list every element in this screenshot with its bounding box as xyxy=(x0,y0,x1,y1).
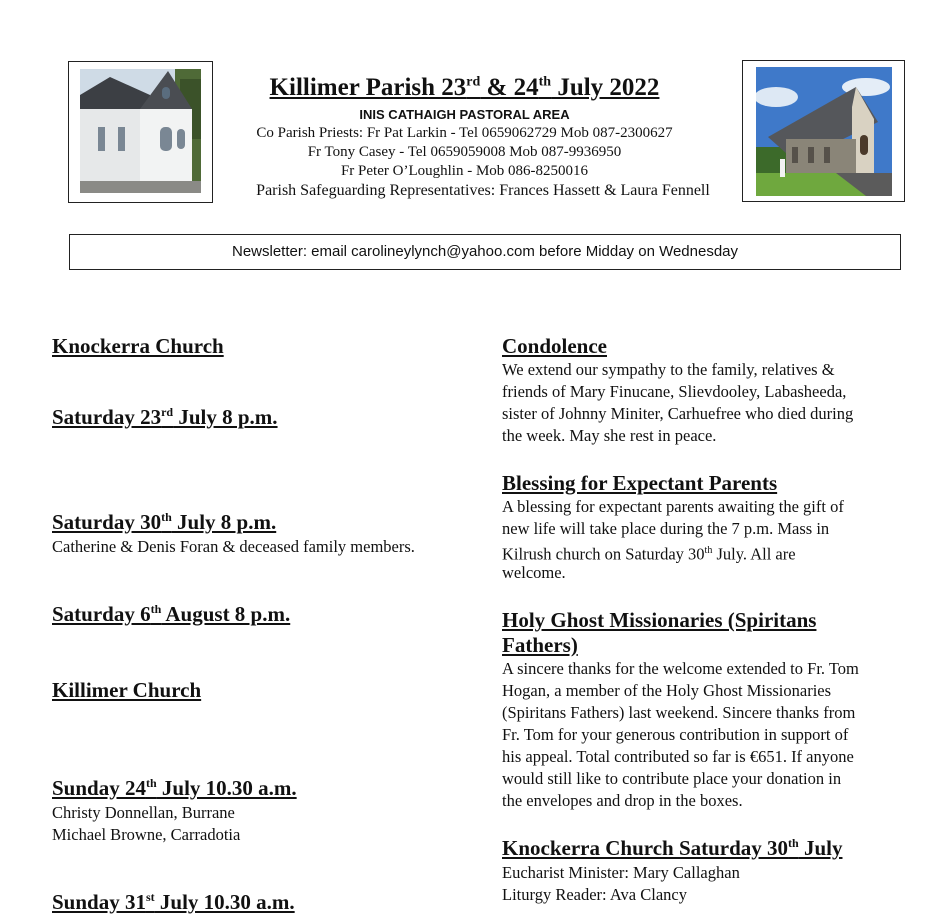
saturday-30-intentions: Catherine & Denis Foran & deceased family members. xyxy=(52,537,415,556)
saturday-6-heading: Saturday 6th August 8 p.m. xyxy=(52,602,291,626)
eucharist-minister: Eucharist Minister: Mary Callaghan xyxy=(502,863,740,882)
sunday-31-heading: Sunday 31st July 10.30 a.m. xyxy=(52,890,295,914)
holy-ghost-heading-2: Fathers) xyxy=(502,633,578,657)
condolence-heading: Condolence xyxy=(502,334,607,358)
header-line-casey: Fr Tony Casey - Tel 0659059008 Mob 087-9936950 xyxy=(307,144,622,160)
condolence-line-4: the week. May she rest in peace. xyxy=(502,426,717,445)
condolence-line-3: sister of Johnny Miniter, Carhuefree who died during xyxy=(502,404,854,423)
pastoral-area: INIS CATHAIGH PASTORAL AREA xyxy=(359,107,570,122)
killimer-church-photo xyxy=(756,67,892,196)
left-photo-frame xyxy=(68,61,213,203)
blessing-heading: Blessing for Expectant Parents xyxy=(502,471,778,495)
sunday-24-intention-2: Michael Browne, Carradotia xyxy=(52,825,241,844)
right-photo-frame xyxy=(742,60,905,202)
holy-ghost-line-3: (Spiritans Fathers) last weekend. Sincere thanks from xyxy=(502,703,856,722)
holy-ghost-line-2: Hogan, a member of the Holy Ghost Missionaries xyxy=(502,681,832,700)
header-line-priests: Co Parish Priests: Fr Pat Larkin - Tel 0659062729 Mob 087-2300627 xyxy=(256,125,673,141)
page-title: Killimer Parish 23rd & 24th July 2022 xyxy=(269,74,660,101)
killimer-church-heading: Killimer Church xyxy=(52,678,202,702)
newsletter-box: Newsletter: email carolineylynch@yahoo.com before Midday on Wednesday xyxy=(69,234,901,270)
sunday-24-intention-1: Christy Donnellan, Burrane xyxy=(52,803,235,822)
sunday-24-heading: Sunday 24th July 10.30 a.m. xyxy=(52,776,297,800)
header-line-safeguarding: Parish Safeguarding Representatives: Frances Hassett & Laura Fennell xyxy=(256,182,710,199)
saturday-30-heading: Saturday 30th July 8 p.m. xyxy=(52,510,277,534)
holy-ghost-heading-1: Holy Ghost Missionaries (Spiritans xyxy=(502,608,817,632)
condolence-line-2: friends of Mary Finucane, Slievdooley, Labasheeda, xyxy=(502,382,847,401)
blessing-line-3: Kilrush church on Saturday 30th July. All are xyxy=(502,544,796,564)
holy-ghost-line-6: would still like to contribute place your donation in xyxy=(502,769,842,788)
holy-ghost-line-1: A sincere thanks for the welcome extended to Fr. Tom xyxy=(502,659,859,678)
knockerra-church-photo xyxy=(80,69,201,193)
blessing-line-1: A blessing for expectant parents awaiting the gift of xyxy=(502,497,844,516)
blessing-line-2: new life will take place during the 7 p.m. Mass in xyxy=(502,519,830,538)
header-line-oloughlin: Fr Peter O’Loughlin - Mob 086-8250016 xyxy=(340,163,589,179)
saturday-23-heading: Saturday 23rd July 8 p.m. xyxy=(52,405,278,429)
knockerra-saturday-30-heading: Knockerra Church Saturday 30th July xyxy=(502,836,843,860)
knockerra-church-heading: Knockerra Church xyxy=(52,334,224,358)
holy-ghost-line-7: the envelopes and drop in the boxes. xyxy=(502,791,743,810)
holy-ghost-line-5: his appeal. Total contributed so far is €651. If anyone xyxy=(502,747,854,766)
holy-ghost-line-4: Fr. Tom for your generous contribution in support of xyxy=(502,725,849,744)
condolence-line-1: We extend our sympathy to the family, relatives & xyxy=(502,360,835,379)
liturgy-reader: Liturgy Reader: Ava Clancy xyxy=(502,885,687,904)
blessing-line-4: welcome. xyxy=(502,563,566,582)
